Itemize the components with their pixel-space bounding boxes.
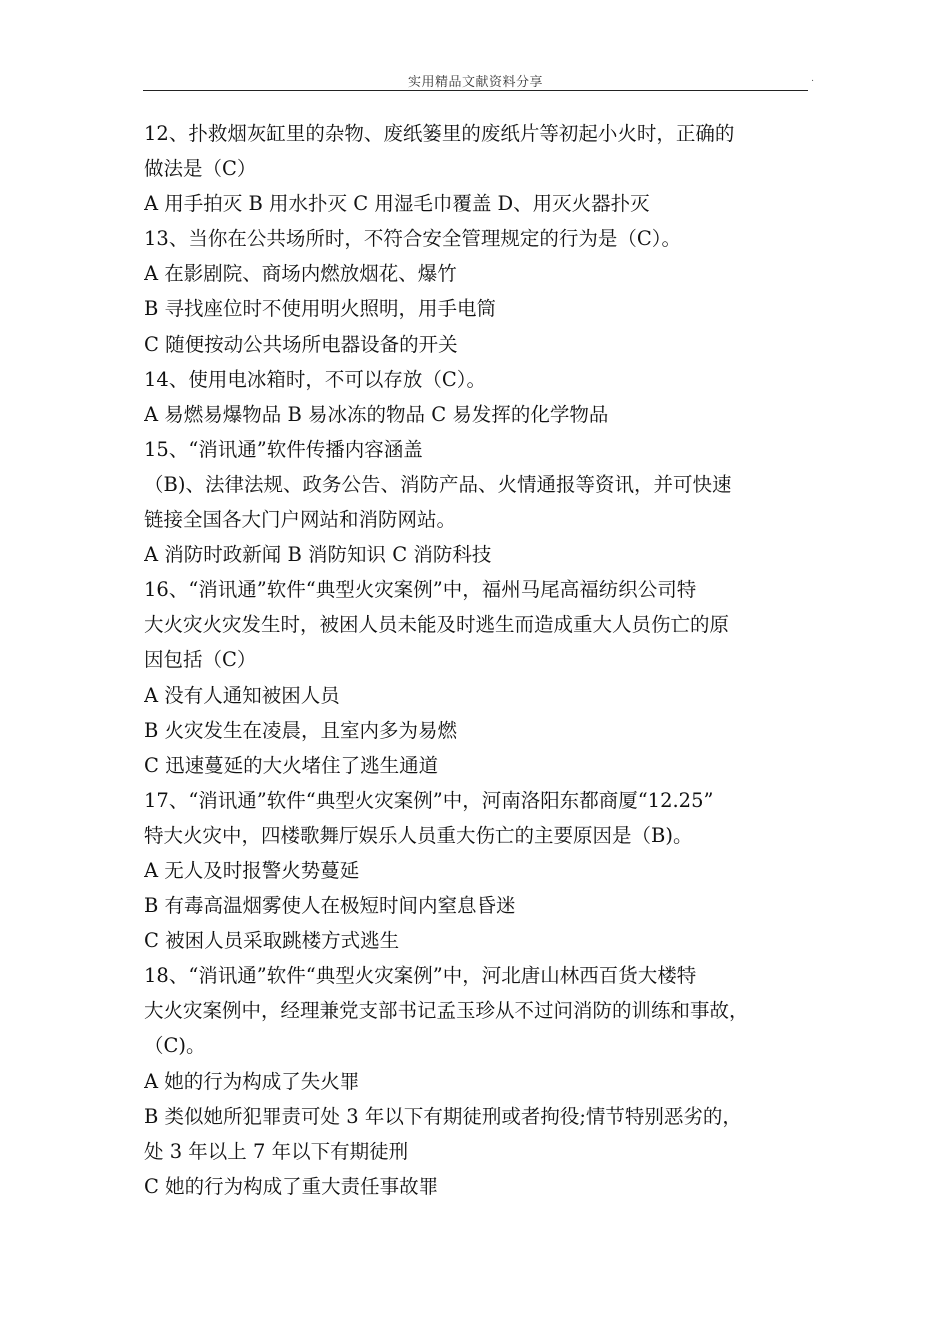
text-line: 13、当你在公共场所时，不符合安全管理规定的行为是（C）。 — [144, 227, 681, 251]
text-line: B 火灾发生在凌晨，且室内多为易燃 — [144, 718, 458, 742]
text-line: （C)。 — [144, 1034, 206, 1058]
text-line: A 没有人通知被困人员 — [144, 683, 340, 707]
header-mark: . — [811, 74, 814, 84]
text-line: A 她的行为构成了失火罪 — [144, 1069, 360, 1093]
text-line: B 类似她所犯罪责可处 3 年以下有期徒刑或者拘役;情节特别恶劣的， — [144, 1104, 742, 1128]
document-body — [144, 116, 814, 1204]
page-header — [143, 68, 814, 91]
text-line: （B)、法律法规、政务公告、消防产品、火情通报等资讯，并可快速 — [144, 472, 732, 496]
text-line: 18、“消讯通”软件“典型火灾案例”中，河北唐山林西百货大楼特 — [144, 964, 697, 988]
text-line: A 在影剧院、商场内燃放烟花、爆竹 — [144, 262, 457, 286]
text-line: C 被困人员采取跳楼方式逃生 — [144, 929, 400, 953]
text-line: 16、“消讯通”软件“典型火灾案例”中，福州马尾高福纺织公司特 — [144, 578, 697, 602]
text-line: C 随便按动公共场所电器设备的开关 — [144, 332, 458, 356]
text-line: 17、“消讯通”软件“典型火灾案例”中，河南洛阳东都商厦“12.25” — [144, 788, 714, 812]
text-line: A 无人及时报警火势蔓延 — [144, 858, 360, 882]
text-line: 12、扑救烟灰缸里的杂物、废纸篓里的废纸片等初起小火时，正确的 — [144, 122, 735, 145]
text-line: 大火灾火灾发生时，被困人员未能及时逃生而造成重大人员伤亡的原 — [144, 613, 730, 637]
text-line: 处 3 年以上 7 年以下有期徒刑 — [144, 1139, 409, 1163]
text-line: C 她的行为构成了重大责任事故罪 — [144, 1174, 439, 1198]
text-line: 15、“消讯通”软件传播内容涵盖 — [144, 437, 423, 461]
text-line: 做法是（C） — [144, 157, 257, 181]
text-line: A 消防时政新闻 B 消防知识 C 消防科技 — [144, 543, 492, 567]
text-line: 因包括（C） — [144, 648, 257, 672]
text-line: 大火灾案例中，经理兼党支部书记孟玉珍从不过问消防的训练和事故， — [144, 999, 749, 1023]
text-line: B 寻找座位时不使用明火照明，用手电筒 — [144, 297, 497, 321]
text-line: B 有毒高温烟雾使人在极短时间内窒息昏迷 — [144, 894, 516, 918]
text-line: 特大火灾中，四楼歌舞厅娱乐人员重大伤亡的主要原因是（B)。 — [144, 823, 693, 847]
text-line: C 迅速蔓延的大火堵住了逃生通道 — [144, 753, 439, 777]
text-line: A 易燃易爆物品 B 易冰冻的物品 C 易发挥的化学物品 — [144, 402, 609, 426]
header-title: 实用精品文献资料分享 — [407, 75, 543, 90]
text-line: 链接全国各大门户网站和消防网站。 — [144, 508, 457, 532]
text-line: A 用手拍灭 B 用水扑灭 C 用湿毛巾覆盖 D、用灭火器扑灭 — [144, 192, 650, 216]
text-line: 14、使用电冰箱时，不可以存放（C）。 — [144, 367, 486, 391]
